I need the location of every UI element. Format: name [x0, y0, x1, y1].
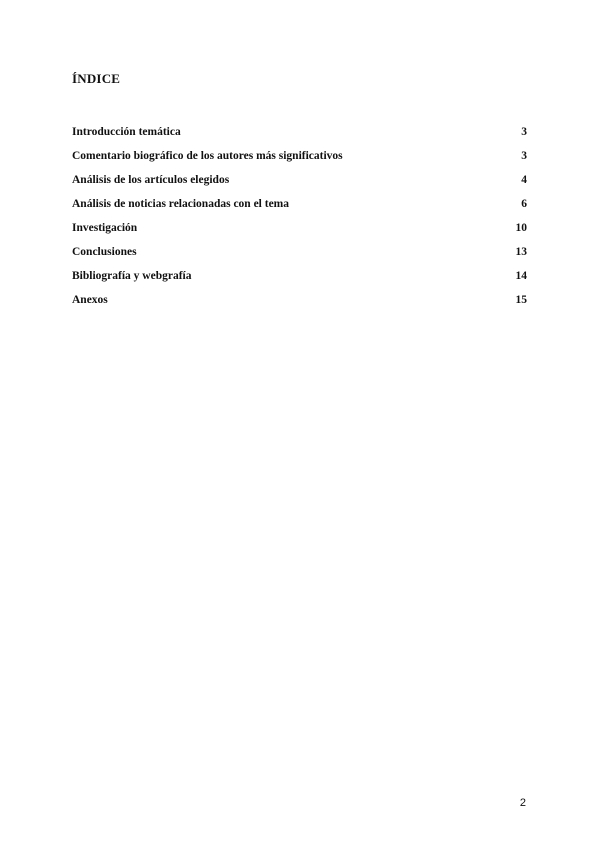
toc-entry-page: 4 — [521, 174, 527, 186]
toc-entry-page: 10 — [515, 222, 527, 234]
page-title: ÍNDICE — [72, 71, 121, 86]
toc-entry-bibliografia[interactable] — [72, 268, 527, 292]
toc-entry-label: Comentario biográfico de los autores más significativos — [72, 150, 343, 162]
toc-entry-page: 14 — [515, 270, 527, 282]
toc-entry-page: 13 — [515, 246, 527, 258]
toc-entry-introduccion[interactable] — [72, 124, 527, 148]
toc-entry-label: Investigación — [72, 222, 138, 234]
page-number: 2 — [519, 797, 526, 809]
toc-entry-analisis-noticias[interactable] — [72, 196, 527, 220]
toc-entry-label: Introducción temática — [72, 126, 181, 138]
toc-entry-label: Análisis de los artículos elegidos — [72, 174, 230, 186]
toc-entry-page: 3 — [521, 150, 527, 162]
toc-entry-investigacion[interactable] — [72, 220, 527, 244]
toc-entry-label: Conclusiones — [72, 246, 137, 258]
toc-entry-label: Anexos — [72, 294, 108, 306]
toc-entry-comentario-biografico[interactable] — [72, 148, 527, 172]
table-of-contents — [72, 124, 527, 316]
toc-entry-label: Análisis de noticias relacionadas con el tema — [72, 198, 290, 210]
toc-entry-page: 15 — [515, 294, 527, 306]
toc-entry-label: Bibliografía y webgrafía — [72, 270, 192, 282]
toc-entry-anexos[interactable] — [72, 292, 527, 316]
toc-entry-page: 3 — [521, 126, 527, 138]
toc-entry-page: 6 — [521, 198, 527, 210]
toc-entry-analisis-articulos[interactable] — [72, 172, 527, 196]
toc-entry-conclusiones[interactable] — [72, 244, 527, 268]
